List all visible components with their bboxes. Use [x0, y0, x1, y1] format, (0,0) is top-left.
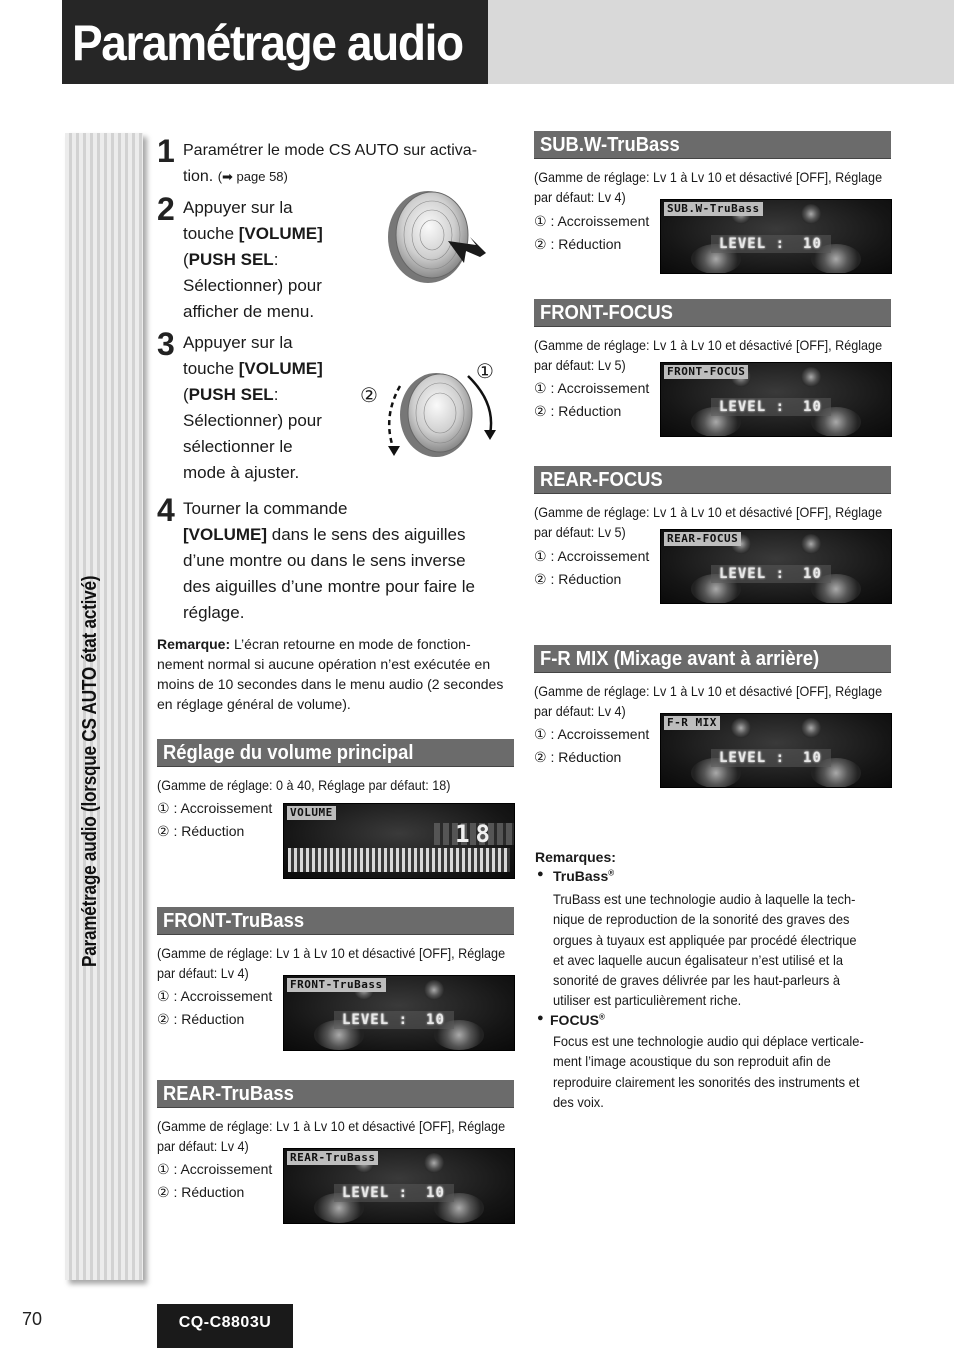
front-focus-range: (Gamme de réglage: Lv 1 à Lv 10 et désactivé [OFF], Réglage par défaut: Lv 5) — [534, 337, 883, 373]
page-number: 70 — [22, 1309, 43, 1329]
subw-trubass-decrease: ② : Réduction — [534, 236, 622, 252]
subw-trubass-increase: ① : Accroissement — [534, 213, 650, 229]
rear-focus-increase: ① : Accroissement — [534, 548, 650, 564]
bullet-trubass: ● — [537, 868, 544, 880]
remark-block: Remarque: L’écran retourne en mode de fonction- nement normal si aucune opération n’est exécutée en moins de 10 secondes dans le menu audio (2 secondes en réglage général de volume). — [157, 636, 504, 712]
model-badge: CQ-C8803U — [157, 1304, 293, 1348]
note-trubass-label: TruBass® — [553, 868, 615, 884]
subw-trubass-lcd-display: SUB.W-TruBass LEVEL : 10 — [660, 199, 892, 274]
fr-mix-increase: ① : Accroissement — [534, 726, 650, 742]
step-number-3: 3 — [157, 326, 175, 362]
fr-mix-lcd-display: F-R MIX LEVEL : 10 — [660, 713, 892, 788]
section-header-front-trubass: FRONT-TruBass — [157, 907, 514, 935]
front-focus-increase: ① : Accroissement — [534, 380, 650, 396]
front-trubass-lcd-display: FRONT-TruBass LEVEL : 10 — [283, 975, 515, 1051]
rear-trubass-decrease: ② : Réduction — [157, 1184, 245, 1200]
volume-decrease: ② : Réduction — [157, 823, 245, 839]
fr-mix-range: (Gamme de réglage: Lv 1 à Lv 10 et désactivé [OFF], Réglage par défaut: Lv 4) — [534, 683, 883, 719]
section-header-volume: Réglage du volume principal — [157, 739, 514, 767]
front-trubass-range: (Gamme de réglage: Lv 1 à Lv 10 et désactivé [OFF], Réglage par défaut: Lv 4) — [157, 945, 506, 981]
fr-mix-decrease: ② : Réduction — [534, 749, 622, 765]
note-focus-text: Focus est une technologie audio qui déplace verticale- ment l’image acoustique du son reproduit afin de reproduire clairement les sonorités des instruments et des voix. — [553, 1033, 864, 1110]
rear-trubass-lcd-display: REAR-TruBass LEVEL : 10 — [283, 1148, 515, 1224]
front-trubass-decrease: ② : Réduction — [157, 1011, 245, 1027]
note-focus-label: FOCUS® — [550, 1012, 605, 1028]
rear-trubass-range: (Gamme de réglage: Lv 1 à Lv 10 et désactivé [OFF], Réglage par défaut: Lv 4) — [157, 1118, 506, 1154]
rotate-clockwise-label: ① — [476, 361, 494, 383]
step-3-text: Appuyer sur la touche [VOLUME] (PUSH SEL: Sélectionner) pour sélectionner le mode à ajuster. — [183, 333, 323, 482]
subw-trubass-range: (Gamme de réglage: Lv 1 à Lv 10 et désactivé [OFF], Réglage par défaut: Lv 4) — [534, 169, 883, 205]
rear-focus-lcd-display: REAR-FOCUS LEVEL : 10 — [660, 529, 892, 604]
volume-range: (Gamme de réglage: 0 à 40, Réglage par défaut: 18) — [157, 777, 451, 793]
side-band — [65, 133, 143, 1280]
side-title: Paramétrage audio (lorsque CS AUTO état activé) — [79, 575, 101, 967]
step-number-2: 2 — [157, 191, 175, 227]
front-trubass-increase: ① : Accroissement — [157, 988, 273, 1004]
step-4-text: Tourner la commande [VOLUME] dans le sens des aiguilles d’une montre ou dans le sens inverse des aiguilles d’une montre pour faire le réglage. — [183, 499, 476, 622]
rear-trubass-increase: ① : Accroissement — [157, 1161, 273, 1177]
bullet-focus: ● — [537, 1012, 544, 1024]
notes-title: Remarques: — [535, 849, 616, 865]
step-2-text: Appuyer sur la touche [VOLUME] (PUSH SEL: Sélectionner) pour afficher de menu. — [183, 198, 323, 321]
section-header-fr-mix: F-R MIX (Mixage avant à arrière) — [534, 645, 891, 673]
section-header-front-focus: FRONT-FOCUS — [534, 299, 891, 327]
rear-focus-range: (Gamme de réglage: Lv 1 à Lv 10 et désactivé [OFF], Réglage par défaut: Lv 5) — [534, 504, 883, 540]
front-focus-lcd-display: FRONT-FOCUS LEVEL : 10 — [660, 362, 892, 437]
front-focus-decrease: ② : Réduction — [534, 403, 622, 419]
section-header-subw-trubass: SUB.W-TruBass — [534, 131, 891, 159]
volume-lcd-display: VOLUME 18 — [283, 803, 515, 879]
section-header-rear-trubass: REAR-TruBass — [157, 1080, 514, 1108]
rotate-counterclockwise-label: ② — [360, 385, 378, 407]
rear-focus-decrease: ② : Réduction — [534, 571, 622, 587]
header-gray-band — [488, 0, 954, 84]
note-trubass-text: TruBass est une technologie audio à laquelle la tech- nique de reproduction de la sonorité des graves des orgues à tuyaux est appliquée par procédé électrique et avec laquelle aucun égalisateur n’est utilisé et la sonorité de graves délivrée par les haut-parleurs à utiliser est particulièrement riche. — [553, 891, 857, 1009]
volume-increase: ① : Accroissement — [157, 800, 273, 816]
page-title: Paramétrage audio — [72, 15, 463, 71]
step-number-4: 4 — [157, 492, 175, 528]
step-number-1: 1 — [157, 133, 175, 169]
section-header-rear-focus: REAR-FOCUS — [534, 466, 891, 494]
step-1-text: Paramétrer le mode CS AUTO sur activa- tion. (➡ page 58) — [183, 142, 478, 185]
volume-knob-push-icon — [380, 185, 490, 285]
